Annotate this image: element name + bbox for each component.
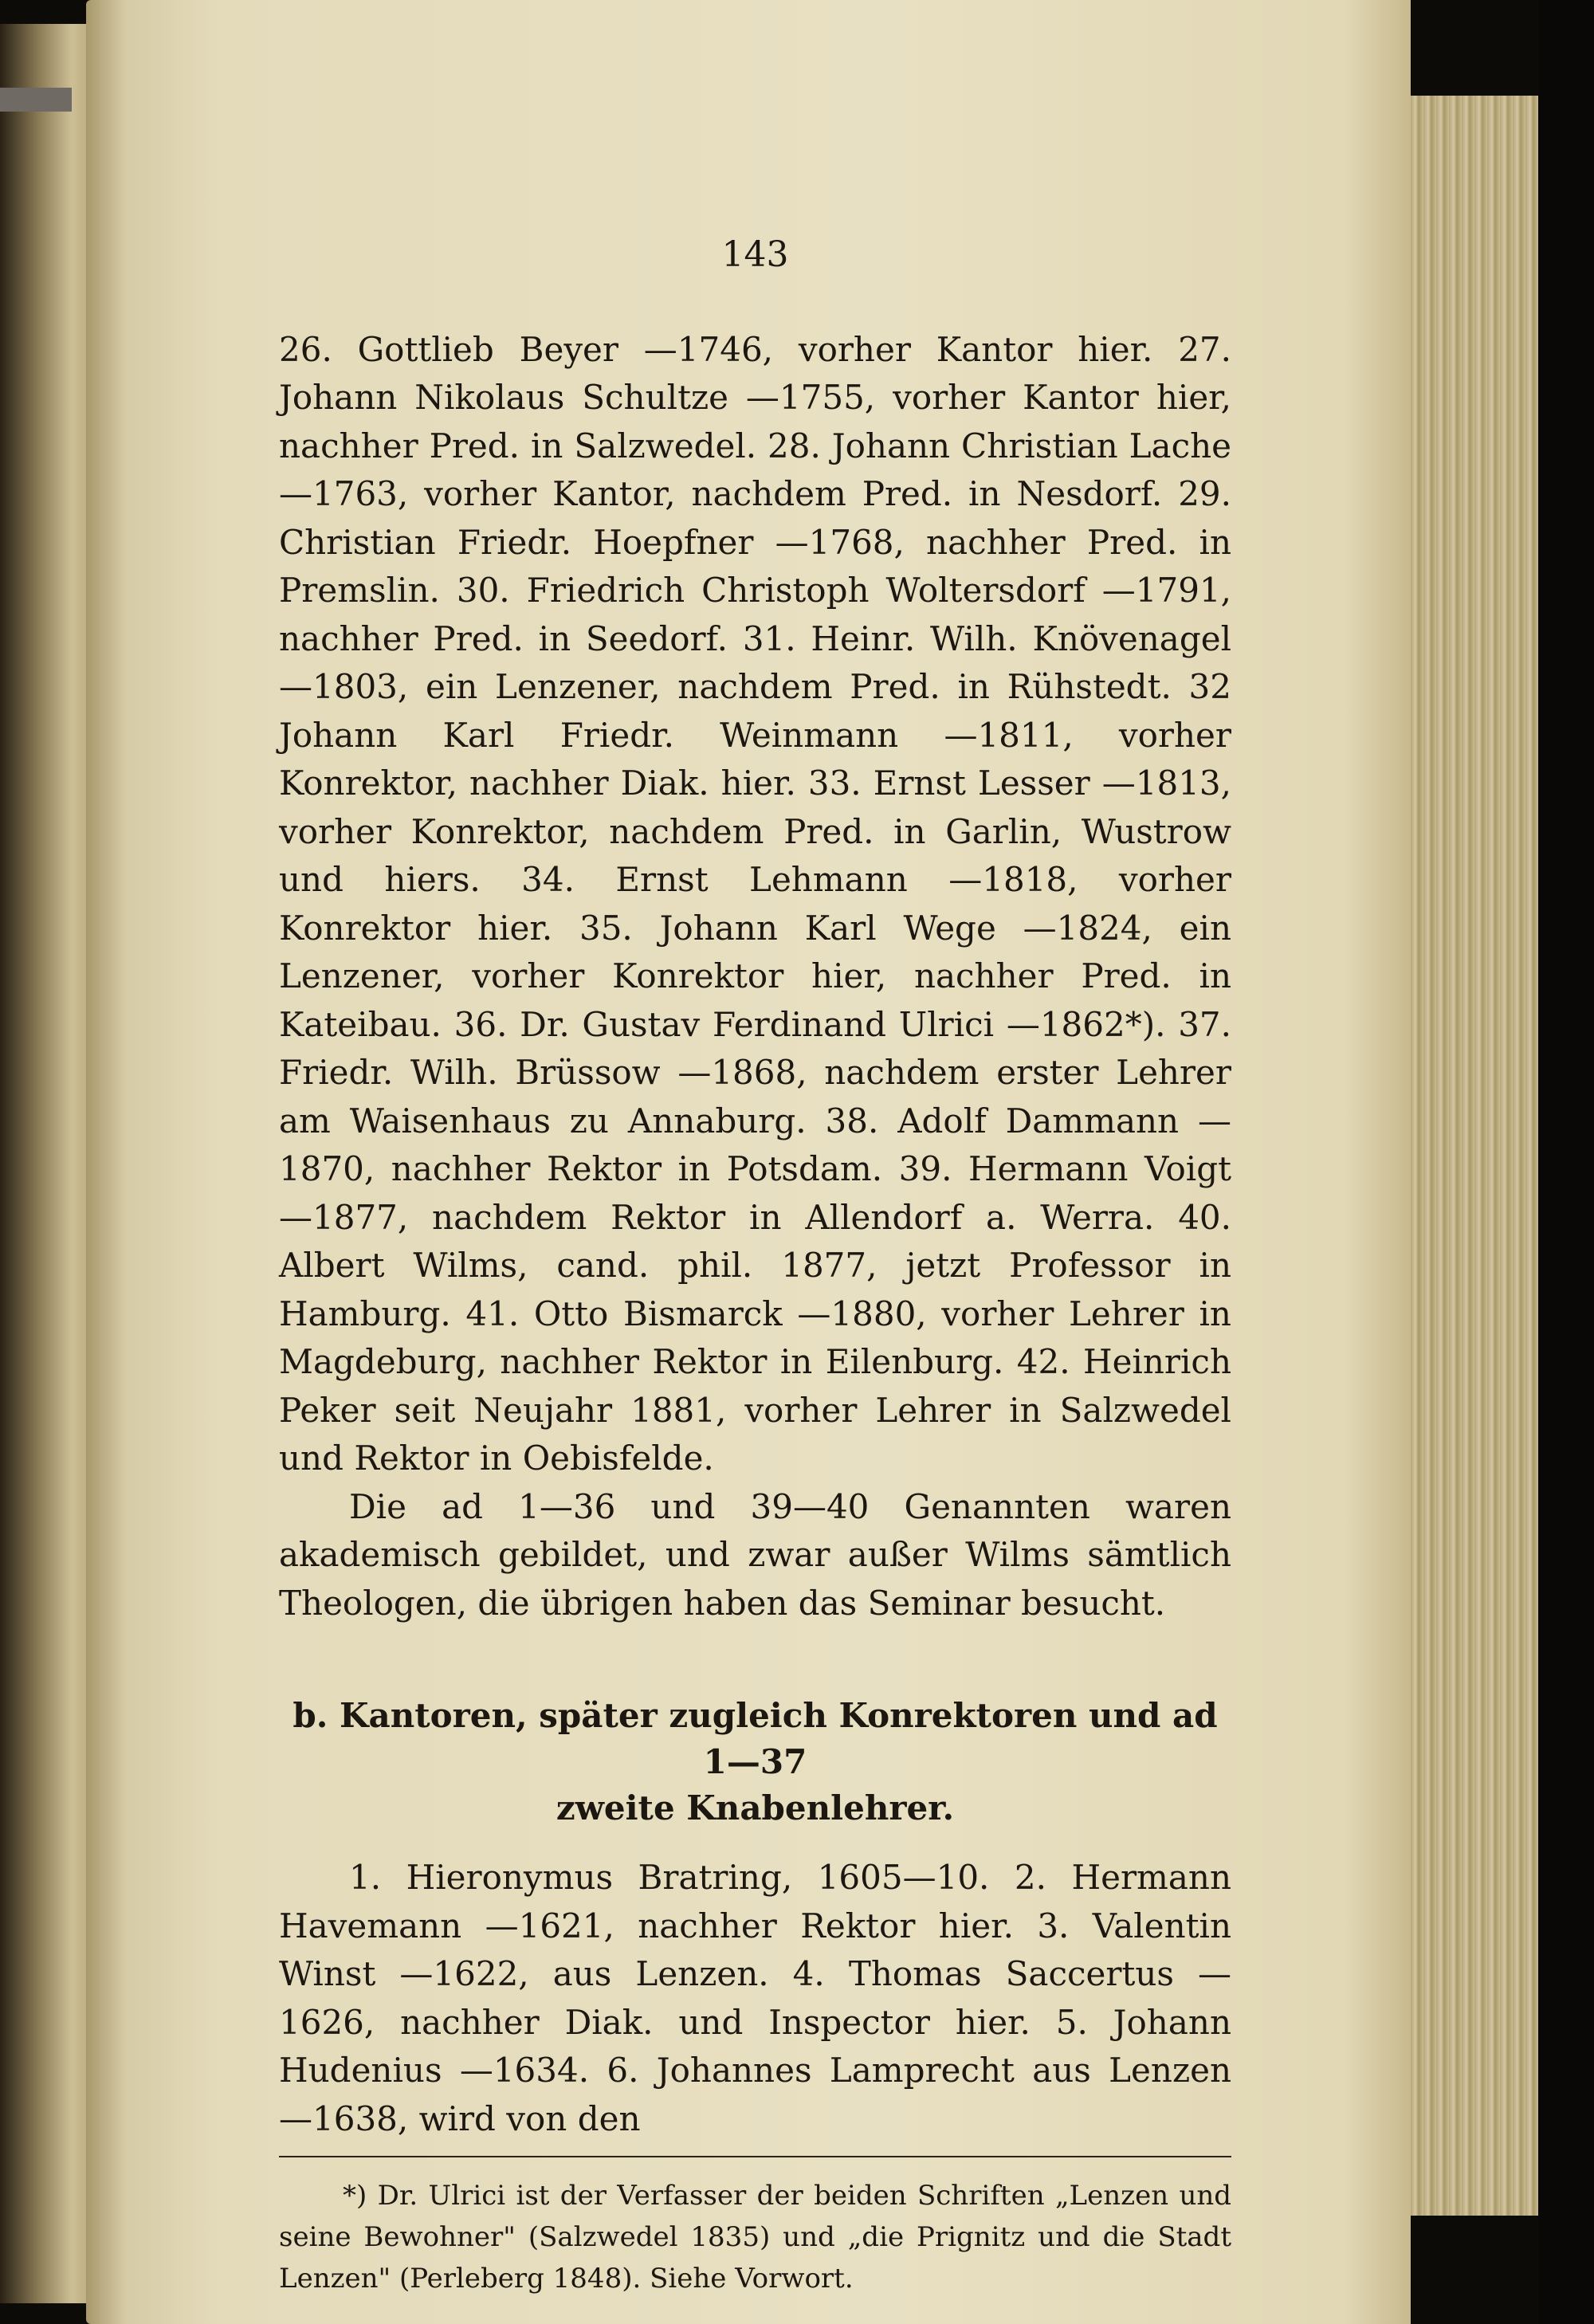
paragraph-summary: Die ad 1—36 und 39—40 Genannten waren akademisch gebildet, und zwar außer Wilms sämtlich Theologen, die übrigen haben das Seminar besucht. <box>279 1486 1231 1623</box>
page-stack-edges <box>1411 96 1538 2216</box>
paragraph-cantors-list: 1. Hieronymus Bratring, 1605—10. 2. Hermann Havemann —1621, nachher Rektor hier. 3. Valentin Winst —1622, aus Lenzen. 4. Thomas Saccertus —1626, nachher Diak. und Inspector hier. 5. Johann Hudenius —1634. 6. Johannes Lamprecht aus Lenzen —1638, wird von den <box>279 1858 1231 2138</box>
footnote-divider <box>279 2156 1231 2157</box>
left-page-edge <box>0 88 72 112</box>
left-facing-page <box>0 24 96 2303</box>
page-number: 143 <box>721 234 789 275</box>
page-text-block <box>279 231 1231 2299</box>
section-heading-line-1: b. Kantoren, später zugleich Konrektoren und ad 1—37 <box>292 1696 1218 1781</box>
footnote: *) Dr. Ulrici ist der Verfasser der beiden Schriften „Lenzen und seine Bewohner" (Salzwedel 1835) und „die Prignitz und die Stadt Lenzen" (Perleberg 1848). Siehe Vorwort. <box>279 2180 1231 2295</box>
section-heading-line-2: zweite Knabenlehrer. <box>556 1788 955 1827</box>
section-heading <box>279 1693 1231 1831</box>
background-edge <box>1538 0 1594 2324</box>
paragraph-rectors-list: 26. Gottlieb Beyer —1746, vorher Kantor hier. 27. Johann Nikolaus Schultze —1755, vorher Kantor hier, nachher Pred. in Salzwedel. 28. Johann Christian Lache —1763, vorher Kantor, nachdem Pred. in Nesdorf. 29. Christian Friedr. Hoepfner —1768, nachher Pred. in Premslin. 30. Friedrich Christoph Woltersdorf —1791, nachher Pred. in Seedorf. 31. Heinr. Wilh. Knövenagel —1803, ein Lenzener, nachdem Pred. in Rühstedt. 32 Johann Karl Friedr. Weinmann —1811, vorher Konrektor, nachher Diak. hier. 33. Ernst Lesser —1813, vorher Konrektor, nachdem Pred. in Garlin, Wustrow und hiers. 34. Ernst Lehmann —1818, vorher Konrektor hier. 35. Johann Karl Wege —1824, ein Lenzener, vorher Konrektor hier, nachher Pred. in Kateibau. 36. Dr. Gustav Ferdinand Ulrici —1862*). 37. Friedr. Wilh. Brüssow —1868, nachdem erster Lehrer am Waisenhaus zu Annaburg. 38. Adolf Dammann —1870, nachher Rektor in Potsdam. 39. Hermann Voigt —1877, nachdem Rektor in Allendorf a. Werra. 40. Albert Wilms, cand. phil. 1877, jetzt Professor in Hamburg. 41. Otto Bismarck —1880, vorher Lehrer in Magdeburg, nachher Rektor in Eilenburg. 42. Heinrich Peker seit Neujahr 1881, vorher Lehrer in Salzwedel und Rektor in Oebisfelde. <box>279 329 1231 1478</box>
